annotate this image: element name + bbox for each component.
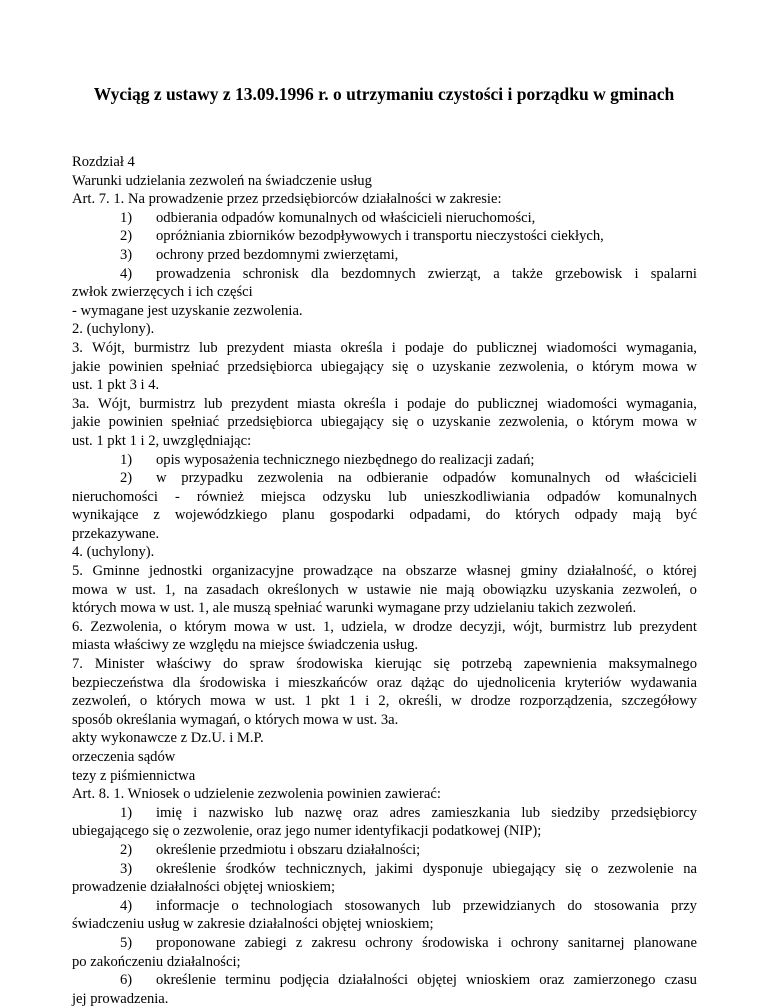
- art7-required: - wymagane jest uzyskanie zezwolenia.: [72, 302, 303, 319]
- word: których: [515, 507, 560, 524]
- word: określa: [340, 339, 383, 356]
- word: której: [662, 563, 697, 580]
- word: pkt: [320, 693, 340, 710]
- word: być: [675, 507, 697, 524]
- word: w: [156, 470, 167, 487]
- word: stosowania: [594, 897, 659, 914]
- word: podaje: [404, 339, 444, 356]
- word: określonych: [267, 581, 339, 598]
- word: zakresu: [311, 934, 357, 951]
- word: komunalnych: [511, 470, 591, 487]
- word: do: [452, 339, 468, 356]
- word: organizacyjne: [212, 563, 294, 580]
- word: mowa: [642, 358, 679, 375]
- list-item-continuation: przekazywane.: [72, 525, 160, 542]
- word: ubiegający: [492, 860, 556, 877]
- word: spełniać: [171, 414, 220, 431]
- list-item: 4) informacje o technologiach stosowanych lub przewidzianych do stosowania przy: [120, 897, 697, 914]
- word: jednostki: [149, 563, 203, 580]
- word: się: [433, 656, 450, 673]
- word: odpadów: [442, 470, 497, 487]
- word: zezwolenia,: [498, 414, 569, 431]
- word: 2,: [378, 693, 390, 710]
- word: ubiegający: [320, 358, 384, 375]
- word: grzebowisk: [554, 265, 623, 282]
- word: mowa: [642, 414, 679, 431]
- word: obszarze: [405, 563, 457, 580]
- art7-p5-line: [72, 581, 697, 600]
- word: których: [156, 693, 201, 710]
- word: się: [392, 414, 409, 431]
- word: uzyskanie: [432, 358, 491, 375]
- list-item: 4) prowadzenia schronisk dla bezdomnych zwierząt, a także grzebowisk i spalarni: [120, 265, 697, 282]
- art7-p5-line: których mowa w ust. 1, ale muszą spełniać warunki wymagane przy udzielaniu takich zezwoleń.: [72, 600, 637, 617]
- art7-p3a-line: [72, 413, 697, 432]
- word: o: [646, 563, 654, 580]
- word: komunalnych: [617, 488, 697, 505]
- list-item-continuation: [72, 488, 697, 507]
- word: burmistrz: [133, 339, 190, 356]
- art7-p3a-line: ust. 1 pkt 1 i 2, uwzględniając:: [72, 432, 252, 449]
- link-executive-acts[interactable]: akty wykonawcze z Dz.U. i M.P.: [72, 730, 264, 747]
- word: wydawania: [630, 674, 697, 691]
- document-body: [72, 153, 697, 1008]
- list-item: 2) w przypadku zezwolenia na odbieranie odpadów komunalnych od właścicieli: [120, 470, 697, 487]
- word: do: [485, 507, 501, 524]
- word: określi,: [398, 693, 442, 710]
- word: w: [686, 358, 697, 375]
- word: i: [394, 395, 399, 412]
- list-item-continuation: prowadzenie działalności objętej wnioskiem;: [72, 879, 336, 896]
- word: podjęcia: [279, 972, 330, 989]
- word: lub: [198, 339, 218, 356]
- word: podaje: [407, 395, 446, 412]
- word: planowane: [633, 934, 697, 951]
- word: informacje: [156, 897, 220, 914]
- word: i: [391, 339, 396, 356]
- word: o: [689, 581, 697, 598]
- word: o: [416, 414, 424, 431]
- word: imię: [156, 804, 182, 821]
- word: wiadomości: [546, 395, 618, 412]
- word: o: [576, 414, 584, 431]
- list-item: 2) opróżniania zbiorników bezodpływowych i transportu nieczystości ciekłych,: [120, 228, 604, 245]
- word: lub: [521, 804, 541, 821]
- page-title: Wyciąg z ustawy z 13.09.1996 r. o utrzymaniu czystości i porządku w gminach: [93, 84, 675, 104]
- word: prowadzenia: [156, 265, 231, 282]
- list-item-continuation: zwłok zwierzęcych i ich części: [72, 284, 253, 301]
- word: nieruchomości: [72, 488, 158, 505]
- word: 3.: [72, 339, 83, 356]
- word: do: [454, 395, 470, 412]
- word: miejsca: [260, 488, 306, 505]
- art7-paragraph-2: 2. (uchylony).: [72, 321, 155, 338]
- word: na: [183, 581, 198, 598]
- word: rozporządzenia,: [519, 693, 613, 710]
- word: zezwoleń,: [72, 693, 131, 710]
- list-item: 3) określenie środków technicznych, jakimi dysponuje ubiegający się o zezwolenie na: [120, 860, 697, 877]
- word: mowa: [233, 618, 270, 635]
- word: bezdomnych: [341, 265, 416, 282]
- word: spełniać: [171, 358, 220, 375]
- word: zamieszkania: [431, 804, 511, 821]
- art7-p3a-line: [72, 395, 697, 414]
- list-item-continuation: ubiegającego się o zezwolenie, oraz jego numer identyfikacji podatkowej (NIP);: [72, 823, 542, 840]
- word: prowadzące: [303, 563, 373, 580]
- word: także: [511, 265, 543, 282]
- word: dla: [172, 674, 191, 691]
- word: i: [634, 265, 639, 282]
- word: odpadów: [547, 488, 601, 505]
- word: ust.: [294, 618, 316, 635]
- list-item: 6) określenie terminu podjęcia działalności objętej wnioskiem oraz zamierzonego czasu: [120, 972, 697, 989]
- word: dążąc: [410, 674, 445, 691]
- word: na: [337, 470, 352, 487]
- art7-p7-line: [72, 655, 697, 674]
- word: lub: [203, 395, 223, 412]
- word: oraz: [353, 804, 379, 821]
- list-item-continuation: po zakończeniu działalności;: [72, 953, 241, 970]
- word: ustawie: [366, 581, 412, 598]
- art7-p6-line: [72, 618, 697, 637]
- word: unieszkodliwiania: [423, 488, 530, 505]
- list-item: 1) odbierania odpadów komunalnych od właścicieli nieruchomości,: [120, 209, 536, 226]
- word: o: [591, 860, 599, 877]
- word: określenie: [156, 972, 216, 989]
- word: zezwolenia: [257, 470, 324, 487]
- word: przewidzianych: [462, 897, 556, 914]
- word: zasadach: [206, 581, 259, 598]
- word: burmistrz: [549, 618, 606, 635]
- word: określa: [343, 395, 386, 412]
- word: nie: [419, 581, 438, 598]
- word: wiadomości: [546, 339, 617, 356]
- list-item: 1) imię i nazwisko lub nazwę oraz adres zamieszkania lub siedziby przedsiębiorcy: [120, 804, 697, 821]
- word: właścicieli: [634, 470, 697, 487]
- word: i: [275, 674, 280, 691]
- word: drodze: [412, 618, 453, 635]
- word: objętej: [417, 972, 457, 989]
- word: 1: [304, 693, 312, 710]
- word: środowiska: [422, 934, 489, 951]
- word: zezwolenia,: [498, 358, 569, 375]
- word: w: [116, 581, 127, 598]
- word: na: [683, 860, 697, 877]
- word: spalarni: [650, 265, 697, 282]
- word: uzyskania: [555, 581, 614, 598]
- word: wymagania,: [625, 395, 697, 412]
- word: ujednolicenia: [476, 674, 556, 691]
- word: którym: [184, 618, 227, 635]
- word: prezydent: [639, 618, 697, 635]
- word: decyzji,: [459, 618, 506, 635]
- list-item: 5) proponowane zabiegi z zakresu ochrony środowiska i ochrony sanitarnej planowane: [120, 934, 697, 951]
- word: proponowane: [156, 934, 236, 951]
- word: 5.: [72, 563, 83, 580]
- word: technologiach: [250, 897, 333, 914]
- word: zabiegi: [244, 934, 287, 951]
- word: przy: [671, 897, 697, 914]
- word: lub: [432, 897, 451, 914]
- word: 1,: [323, 618, 334, 635]
- word: wynikające: [72, 507, 139, 524]
- word: szczegółowy: [621, 693, 697, 710]
- word: gospodarki: [329, 507, 395, 524]
- list-item-continuation: [72, 506, 697, 525]
- word: w: [451, 693, 462, 710]
- word: bezpieczeństwa: [72, 674, 164, 691]
- list-item-continuation: świadczeniu usług w zakresie działalności objętej wnioskiem;: [72, 916, 434, 933]
- art7-paragraph-1: Art. 7. 1. Na prowadzenie przez przedsiębiorców działalności w zakresie:: [72, 191, 502, 208]
- list-item: 1) opis wyposażenia technicznego niezbędnego do realizacji zadań;: [120, 451, 535, 468]
- word: miasta: [293, 339, 332, 356]
- word: o: [169, 618, 177, 635]
- word: mają: [632, 507, 661, 524]
- list-item-continuation: jej prowadzenia.: [72, 990, 169, 1007]
- word: burmistrz: [139, 395, 196, 412]
- word: Wójt,: [92, 339, 125, 356]
- word: w: [347, 581, 358, 598]
- word: działalności: [338, 972, 408, 989]
- word: się: [565, 860, 582, 877]
- word: miasta: [297, 395, 336, 412]
- word: drodze: [470, 693, 511, 710]
- word: wnioskiem: [466, 972, 531, 989]
- word: mają: [445, 581, 475, 598]
- art7-p7-line: [72, 692, 697, 711]
- word: kierując: [374, 656, 422, 673]
- word: o: [231, 897, 239, 914]
- word: określenie: [156, 860, 216, 877]
- word: oraz: [376, 674, 402, 691]
- art7-p7-line: sposób określania wymagań, o których mowa w ust. 3a.: [72, 711, 399, 728]
- word: Zezwolenia,: [90, 618, 163, 635]
- word: z: [153, 507, 160, 524]
- word: spraw: [249, 656, 285, 673]
- word: dysponuje: [422, 860, 483, 877]
- word: nazwę: [304, 804, 342, 821]
- word: ust.: [135, 581, 156, 598]
- word: którym: [591, 414, 635, 431]
- word: i: [497, 934, 502, 951]
- word: 7.: [72, 656, 83, 673]
- link-court-rulings[interactable]: orzeczenia sądów: [72, 749, 176, 765]
- word: 3a.: [72, 395, 90, 412]
- word: w: [254, 693, 266, 710]
- word: w: [686, 414, 697, 431]
- word: 6.: [72, 618, 83, 635]
- word: działalność,: [567, 563, 637, 580]
- word: Wójt,: [97, 395, 131, 412]
- word: ochrony: [365, 934, 413, 951]
- word: przedsiębiorca: [227, 414, 313, 431]
- word: w: [276, 618, 288, 635]
- word: odpadami,: [409, 507, 471, 524]
- word: mowa: [72, 581, 108, 598]
- word: kryteriów: [564, 674, 622, 691]
- word: sanitarnej: [567, 934, 625, 951]
- word: i: [193, 804, 198, 821]
- word: publicznej: [477, 395, 539, 412]
- word: którym: [591, 358, 635, 375]
- list-item: 3) ochrony przed bezdomnymi zwierzętami,: [120, 246, 399, 263]
- word: jakie: [72, 358, 101, 375]
- word: środowiska: [296, 656, 363, 673]
- word: technicznych,: [285, 860, 367, 877]
- word: potrzebą: [461, 656, 512, 673]
- word: nazwisko: [208, 804, 264, 821]
- word: i: [365, 693, 370, 710]
- word: planu: [282, 507, 315, 524]
- word: -: [174, 488, 180, 505]
- word: powinien: [108, 414, 163, 431]
- word: również: [196, 488, 244, 505]
- word: do: [567, 897, 582, 914]
- word: udziela,: [341, 618, 388, 635]
- art7-p3-line: [72, 339, 697, 358]
- word: publicznej: [476, 339, 538, 356]
- word: czasu: [664, 972, 697, 989]
- word: środowiska: [199, 674, 267, 691]
- word: z: [295, 934, 303, 951]
- word: o: [139, 693, 148, 710]
- chapter-title: Warunki udzielania zezwoleń na świadczenie usług: [72, 172, 372, 189]
- word: powinien: [108, 358, 163, 375]
- word: schronisk: [242, 265, 299, 282]
- word: prezydent: [231, 395, 289, 412]
- word: odbieranie: [366, 470, 429, 487]
- chapter-heading: Rozdział 4: [72, 154, 135, 170]
- word: uzyskanie: [432, 414, 491, 431]
- word: gminy: [520, 563, 558, 580]
- word: właściwy: [156, 656, 212, 673]
- word: do: [453, 674, 468, 691]
- art7-paragraph-4: 4. (uchylony).: [72, 544, 155, 561]
- word: o: [416, 358, 424, 375]
- word: lub: [613, 618, 632, 635]
- word: jakimi: [375, 860, 414, 877]
- word: na: [382, 563, 397, 580]
- word: mieszkańców: [288, 674, 368, 691]
- word: lub: [388, 488, 407, 505]
- art7-p7-line: [72, 674, 697, 693]
- word: odzysku: [322, 488, 372, 505]
- word: przedsiębiorca: [227, 358, 313, 375]
- word: zamierzonego: [573, 972, 656, 989]
- word: się: [392, 358, 409, 375]
- word: 1,: [164, 581, 176, 598]
- word: do: [223, 656, 238, 673]
- word: zwierząt,: [427, 265, 481, 282]
- word: prezydent: [226, 339, 285, 356]
- art7-p3-line: ust. 1 pkt 3 i 4.: [72, 377, 160, 394]
- word: obowiązku: [482, 581, 547, 598]
- word: wymagania,: [626, 339, 697, 356]
- word: od: [605, 470, 620, 487]
- art7-p6-line: miasta właściwy ze względu na miejsce świadczenia usług.: [72, 637, 419, 654]
- word: lub: [274, 804, 294, 821]
- word: terminu: [225, 972, 271, 989]
- word: ust.: [274, 693, 296, 710]
- word: odpady: [574, 507, 618, 524]
- word: wójt,: [512, 618, 543, 635]
- word: oraz: [539, 972, 565, 989]
- word: jakie: [72, 414, 101, 431]
- word: Minister: [94, 656, 145, 673]
- word: środków: [225, 860, 276, 877]
- word: maksymalnego: [608, 656, 697, 673]
- word: zezwolenie: [607, 860, 674, 877]
- word: wojewódzkiego: [174, 507, 268, 524]
- word: dla: [310, 265, 329, 282]
- word: Gminne: [92, 563, 140, 580]
- word: a: [493, 265, 500, 282]
- word: adres: [389, 804, 421, 821]
- word: siedziby: [551, 804, 600, 821]
- word: zezwoleń,: [622, 581, 682, 598]
- word: 1: [348, 693, 357, 710]
- word: własnej: [466, 563, 511, 580]
- word: w: [394, 618, 406, 635]
- art7-p5-line: [72, 562, 697, 581]
- word: przypadku: [181, 470, 243, 487]
- link-literature-theses[interactable]: tezy z piśmiennictwa: [72, 767, 196, 784]
- word: ubiegający: [320, 414, 384, 431]
- word: mowa: [210, 693, 246, 710]
- word: przedsiębiorcy: [611, 804, 697, 821]
- word: ochrony: [510, 934, 559, 951]
- art8-paragraph-1: Art. 8. 1. Wniosek o udzielenie zezwolenia powinien zawierać:: [72, 786, 441, 803]
- list-item: 2) określenie przedmiotu i obszaru działalności;: [120, 841, 421, 858]
- word: o: [576, 358, 584, 375]
- word: zapewnienia: [523, 656, 597, 673]
- word: stosowanych: [344, 897, 421, 914]
- art7-p3-line: [72, 358, 697, 377]
